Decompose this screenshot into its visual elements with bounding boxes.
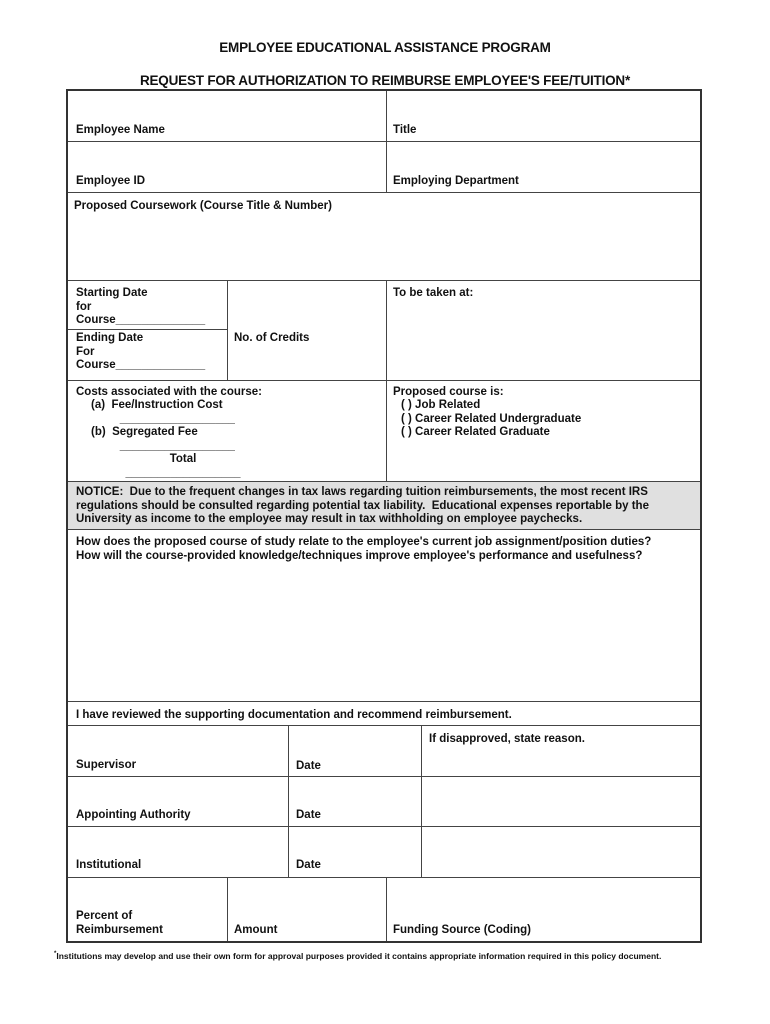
review-statement: I have reviewed the supporting documentation and recommend reimbursement.	[76, 709, 512, 721]
row-divider	[68, 701, 700, 702]
location-label: To be taken at:	[393, 287, 474, 299]
column-divider	[227, 877, 228, 941]
supervisor-label: Supervisor	[76, 759, 137, 771]
appointing-date-label: Date	[296, 809, 321, 821]
notice-text: NOTICE: Due to the frequent changes in tax laws regarding tuition reimbursements, the most recent IRS regulations should be consulted regarding potential tax liability. Educational expenses reportable by the University as income to the employee may result in tax withholding on employee paychecks.	[76, 486, 649, 525]
column-divider	[386, 280, 387, 481]
footnote	[54, 951, 661, 961]
footnote-marker: *	[54, 951, 57, 958]
supervisor-date-label: Date	[296, 760, 321, 772]
employing-department-label: Employing Department	[393, 175, 519, 187]
employee-id-label: Employee ID	[76, 175, 146, 187]
row-divider	[68, 529, 700, 530]
percent-reimbursement-label: Percent of Reimbursement	[76, 910, 163, 936]
title-label: Title	[393, 124, 417, 136]
institutional-label: Institutional	[76, 859, 142, 871]
disapproved-label: If disapproved, state reason.	[429, 733, 585, 745]
form-title: EMPLOYEE EDUCATIONAL ASSISTANCE PROGRAM	[219, 40, 551, 55]
row-divider	[68, 329, 227, 330]
institutional-date-label: Date	[296, 859, 321, 871]
course-type-options: ( ) Job Related ( ) Career Related Undergraduate ( ) Career Related Graduate	[401, 399, 582, 438]
footnote-text: Institutions may develop and use their own form for approval purposes provided it contains appropriate information required in this policy document.	[56, 951, 662, 961]
column-divider	[386, 877, 387, 941]
row-divider	[68, 725, 700, 726]
row-divider	[68, 380, 700, 381]
credits-label: No. of Credits	[234, 332, 310, 344]
fee-instruction-cost: (a) Fee/Instruction Cost __________________	[91, 399, 235, 425]
column-divider	[288, 725, 289, 877]
row-divider	[68, 776, 700, 777]
costs-label: Costs associated with the course:	[76, 386, 262, 398]
proposed-course-label: Proposed course is:	[393, 386, 504, 398]
column-divider	[421, 725, 422, 877]
appointing-authority-label: Appointing Authority	[76, 809, 191, 821]
ending-date-label: Ending Date For Course______________	[76, 332, 206, 371]
form-subtitle: REQUEST FOR AUTHORIZATION TO REIMBURSE EMPLOYEE'S FEE/TUITION*	[139, 73, 631, 88]
starting-date-label: Starting Date for Course______________	[76, 287, 206, 326]
employee-name-label: Employee Name	[76, 124, 165, 136]
total-line: Total __________________	[125, 453, 241, 479]
proposed-coursework-label: Proposed Coursework (Course Title & Number)	[74, 200, 332, 212]
row-divider	[68, 481, 700, 482]
row-divider	[68, 141, 700, 142]
column-divider	[386, 91, 387, 192]
amount-label: Amount	[234, 924, 278, 936]
row-divider	[68, 192, 700, 193]
column-divider	[227, 280, 228, 380]
questions-text: How does the proposed course of study relate to the employee's current job assignment/position duties? How will the course-provided knowledge/techniques improve employee's performance and usefulness?	[76, 536, 652, 562]
row-divider	[68, 877, 700, 878]
funding-source-label: Funding Source (Coding)	[393, 924, 531, 936]
row-divider	[68, 280, 700, 281]
row-divider	[68, 826, 700, 827]
segregated-fee: (b) Segregated Fee __________________	[91, 426, 235, 452]
